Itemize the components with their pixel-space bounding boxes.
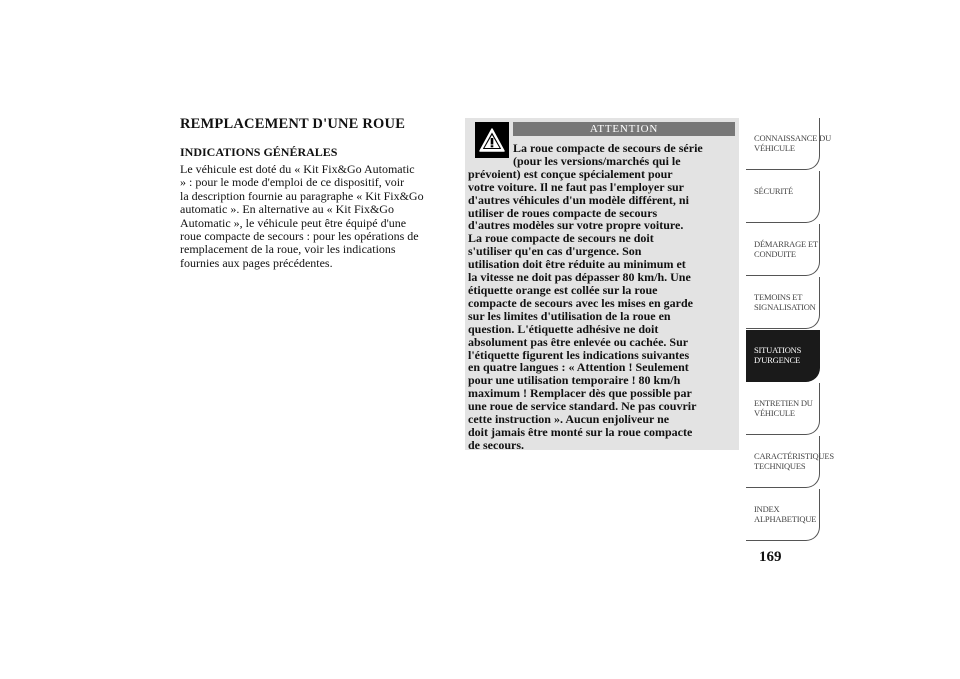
nav-tab-index-alphabetique[interactable] xyxy=(746,489,820,541)
nav-tab-entretien-du-vehicule[interactable] xyxy=(746,383,820,435)
nav-tab-situations-d-urgence[interactable] xyxy=(746,330,820,382)
body-line: Automatic », le véhicule peut être équipé d'une xyxy=(180,215,407,230)
nav-tab-label: SIGNALISATION xyxy=(754,302,816,312)
section-title: REMPLACEMENT D'UNE ROUE xyxy=(180,116,406,132)
main-column xyxy=(180,116,460,270)
nav-tab-label: ENTRETIEN DU xyxy=(754,398,813,408)
nav-tab-label: VÉHICULE xyxy=(754,143,795,153)
nav-tab-label: DÉMARRAGE ET xyxy=(754,239,818,249)
attention-line: (pour les versions/marchés qui le xyxy=(513,153,681,168)
nav-tab-temoins-et-signalisation[interactable] xyxy=(746,277,820,329)
nav-tab-label: SÉCURITÉ xyxy=(754,186,794,196)
attention-label: ATTENTION xyxy=(513,122,735,136)
nav-tab-label: TEMOINS ET xyxy=(754,292,803,302)
chapter-nav xyxy=(746,118,834,542)
page-number: 169 xyxy=(759,549,782,565)
body-line: » : pour le mode d'emploi de ce dispositif, voir xyxy=(180,175,405,190)
body-line: roue compacte de secours : pour les opérations de xyxy=(180,229,419,244)
attention-box xyxy=(465,118,739,450)
nav-tab-label: SITUATIONS xyxy=(754,345,802,355)
attention-line: la vitesse ne doit pas dépasser 80 km/h. Une xyxy=(468,270,691,285)
attention-line: s'utiliser qu'en cas d'urgence. Son xyxy=(468,244,642,259)
attention-line: d'autres modèles sur votre propre voiture. xyxy=(468,218,684,233)
body-line: fournies aux pages précédentes. xyxy=(180,255,333,270)
nav-tab-label: D'URGENCE xyxy=(754,355,801,365)
body-line: Le véhicule est doté du « Kit Fix&Go Automatic xyxy=(180,162,415,176)
attention-line: question. L'étiquette adhésive ne doit xyxy=(468,321,659,336)
attention-line: La roue compacte de secours de série xyxy=(513,141,703,155)
nav-tab-label: ALPHABETIQUE xyxy=(754,514,817,524)
attention-line: utiliser de roues compacte de secours xyxy=(468,205,658,220)
attention-line: utilisation doit être réduite au minimum et xyxy=(468,257,686,272)
attention-line: de secours. xyxy=(468,437,524,452)
attention-line: d'autres véhicules d'un modèle différent, ni xyxy=(468,192,689,207)
attention-line: compacte de secours avec les mises en garde xyxy=(468,295,693,310)
nav-tab-securite[interactable] xyxy=(746,171,820,223)
attention-line: doit jamais être monté sur la roue compacte xyxy=(468,424,693,439)
nav-tab-demarrage-et-conduite[interactable] xyxy=(746,224,820,276)
attention-line: pour une utilisation temporaire ! 80 km/h xyxy=(468,373,681,388)
attention-text xyxy=(468,142,736,452)
nav-tab-label: INDEX xyxy=(754,504,780,514)
nav-tab-caracteristiques-techniques[interactable] xyxy=(746,436,834,488)
sub-title: INDICATIONS GÉNÉRALES xyxy=(180,145,338,159)
nav-tab-connaissance-du-vehicule[interactable] xyxy=(746,118,832,170)
body-line: automatic ». En alternative au « Kit Fix&Go xyxy=(180,202,394,217)
nav-tab-label: CONDUITE xyxy=(754,249,796,259)
nav-tab-label: CARACTÉRISTIQUES xyxy=(754,451,834,461)
nav-tab-label: TECHNIQUES xyxy=(754,461,806,471)
attention-line: cette instruction ». Aucun enjoliveur ne xyxy=(468,412,670,427)
nav-tab-label: VÉHICULE xyxy=(754,408,795,418)
body-line: la description fournie au paragraphe « Kit Fix&Go xyxy=(180,188,424,203)
attention-line: étiquette orange est collée sur la roue xyxy=(468,282,658,297)
attention-line: prévoient) est conçue spécialement pour xyxy=(468,166,673,181)
body-line: remplacement de la roue, voir les indications xyxy=(180,242,396,257)
attention-line: maximum ! Remplacer dès que possible par xyxy=(468,386,692,401)
attention-line: absolument pas être enlevée ou cachée. Sur xyxy=(468,334,689,349)
attention-line: sur les limites d'utilisation de la roue en xyxy=(468,308,671,323)
attention-line: La roue compacte de secours ne doit xyxy=(468,231,654,246)
body-paragraph xyxy=(180,163,460,270)
attention-line: l'étiquette figurent les indications suivantes xyxy=(468,347,690,362)
attention-line: en quatre langues : « Attention ! Seulement xyxy=(468,360,689,375)
attention-line: votre voiture. Il ne faut pas l'employer sur xyxy=(468,179,684,194)
attention-line: une roue de service standard. Ne pas couvrir xyxy=(468,399,697,414)
nav-tab-label: CONNAISSANCE DU xyxy=(754,133,832,143)
